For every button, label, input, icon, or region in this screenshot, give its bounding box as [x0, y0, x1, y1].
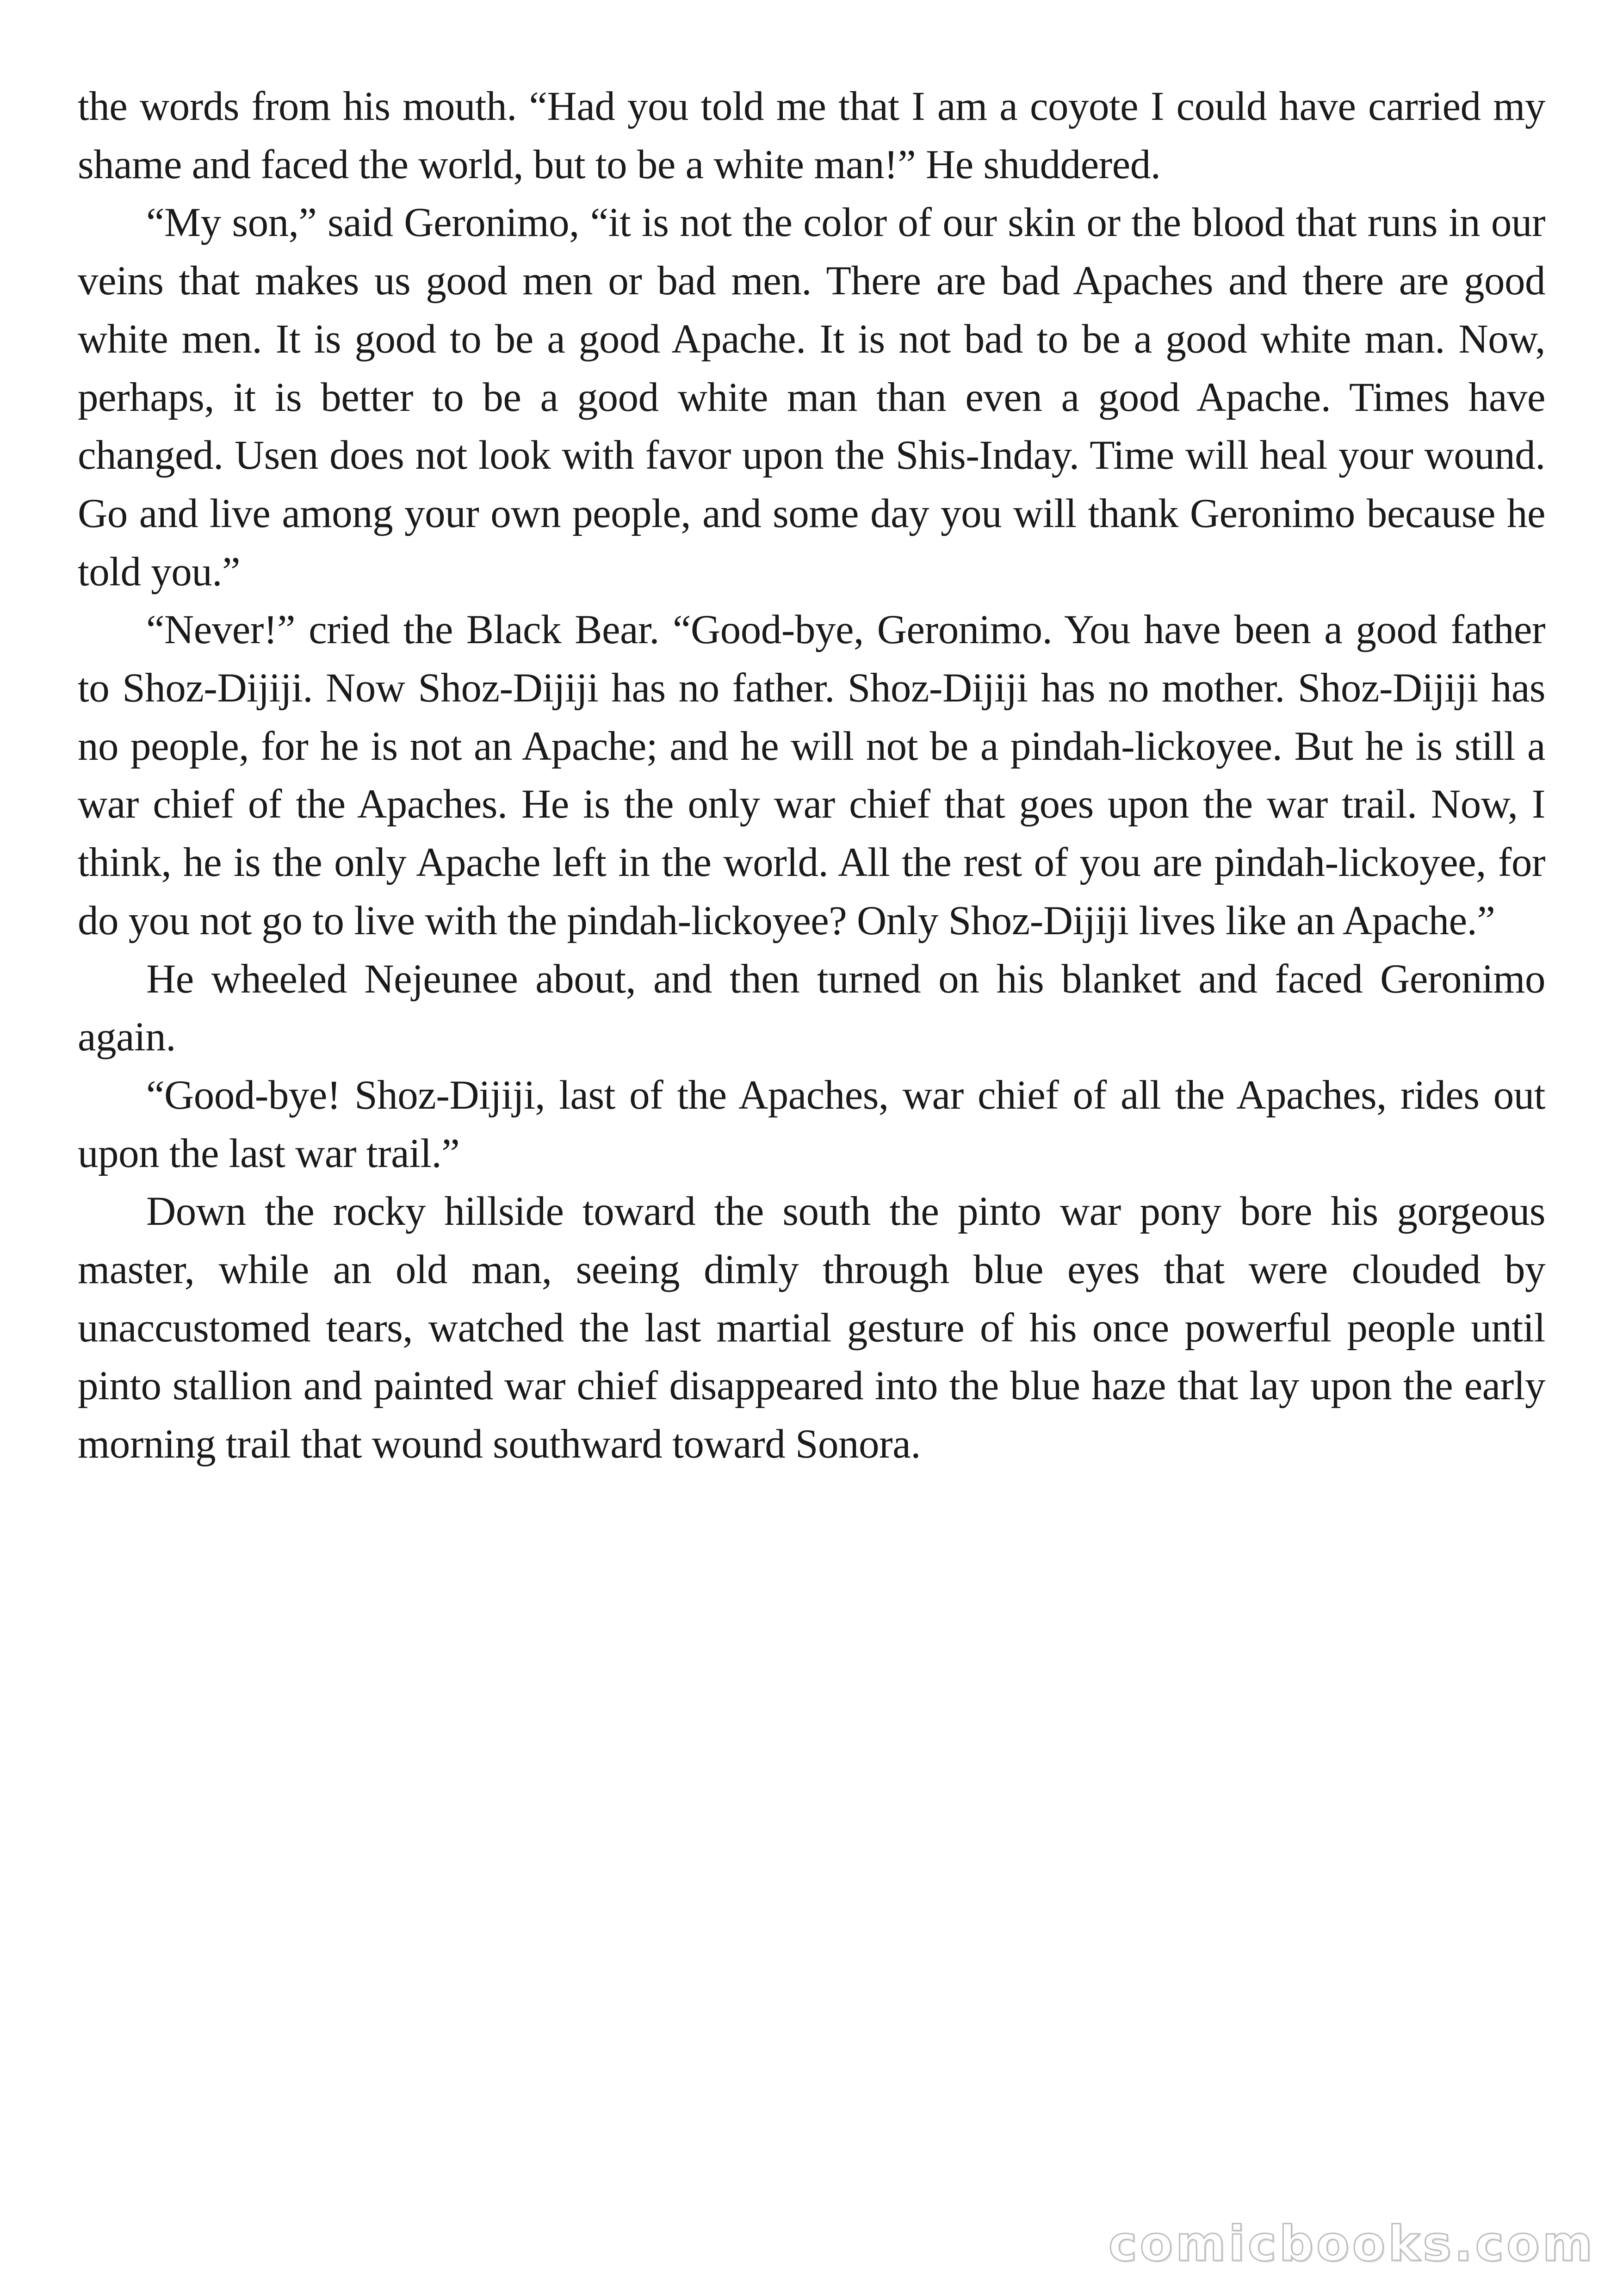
paragraph-wheeled-pony: He wheeled Nejeunee about, and then turned on his blanket and faced Geronimo again.: [78, 956, 1545, 1060]
paragraph-geronimo-reply: “My son,” said Geronimo, “it is not the color of our skin or the blood that runs in our veins that makes us good men or bad men. There are bad Apaches and there are good white men. It is good to be a good Apache. It is not bad to be a good white man. Now, perhaps, it is better to be a good white man than even a good Apache. Times have changed. Usen does not look with favor upon the Shis-Inday. Time will heal your wound. Go and live among your own people, and some day you will thank Geronimo because he told you.”: [78, 200, 1545, 595]
body-text: [78, 78, 1545, 1474]
paragraph-closing: Down the rocky hillside toward the south the pinto war pony bore his gorgeous master, while an old man, seeing dimly through blue eyes that were clouded by unaccustomed tears, watched the last martial gesture of his once powerful people until pinto stallion and painted war chief disappeared into the blue haze that lay upon the early morning trail that wound southward toward Sonora.: [78, 1189, 1545, 1467]
paragraph-good-bye: “Good-bye! Shoz-Dijiji, last of the Apaches, war chief of all the Apaches, rides out upon the last war trail.”: [78, 1072, 1545, 1176]
watermark-text: comicbooks.com: [1108, 2215, 1595, 2272]
paragraph-black-bear-reply: “Never!” cried the Black Bear. “Good-bye, Geronimo. You have been a good father to Shoz-Dijiji. Now Shoz-Dijiji has no father. Shoz-Dijiji has no mother. Shoz-Dijiji has no people, for he is not an Apache; and he will not be a pindah-lickoyee. But he is still a war chief of the Apaches. He is the only war chief that goes upon the war trail. Now, I think, he is the only Apache left in the world. All the rest of you are pindah-lickoyee, for do you not go to live with the pindah-lickoyee? Only Shoz-Dijiji lives like an Apache.”: [78, 607, 1545, 943]
paragraph-continued: the words from his mouth. “Had you told me that I am a coyote I could have carried my shame and faced the world, but to be a white man!” He shuddered.: [78, 84, 1545, 187]
